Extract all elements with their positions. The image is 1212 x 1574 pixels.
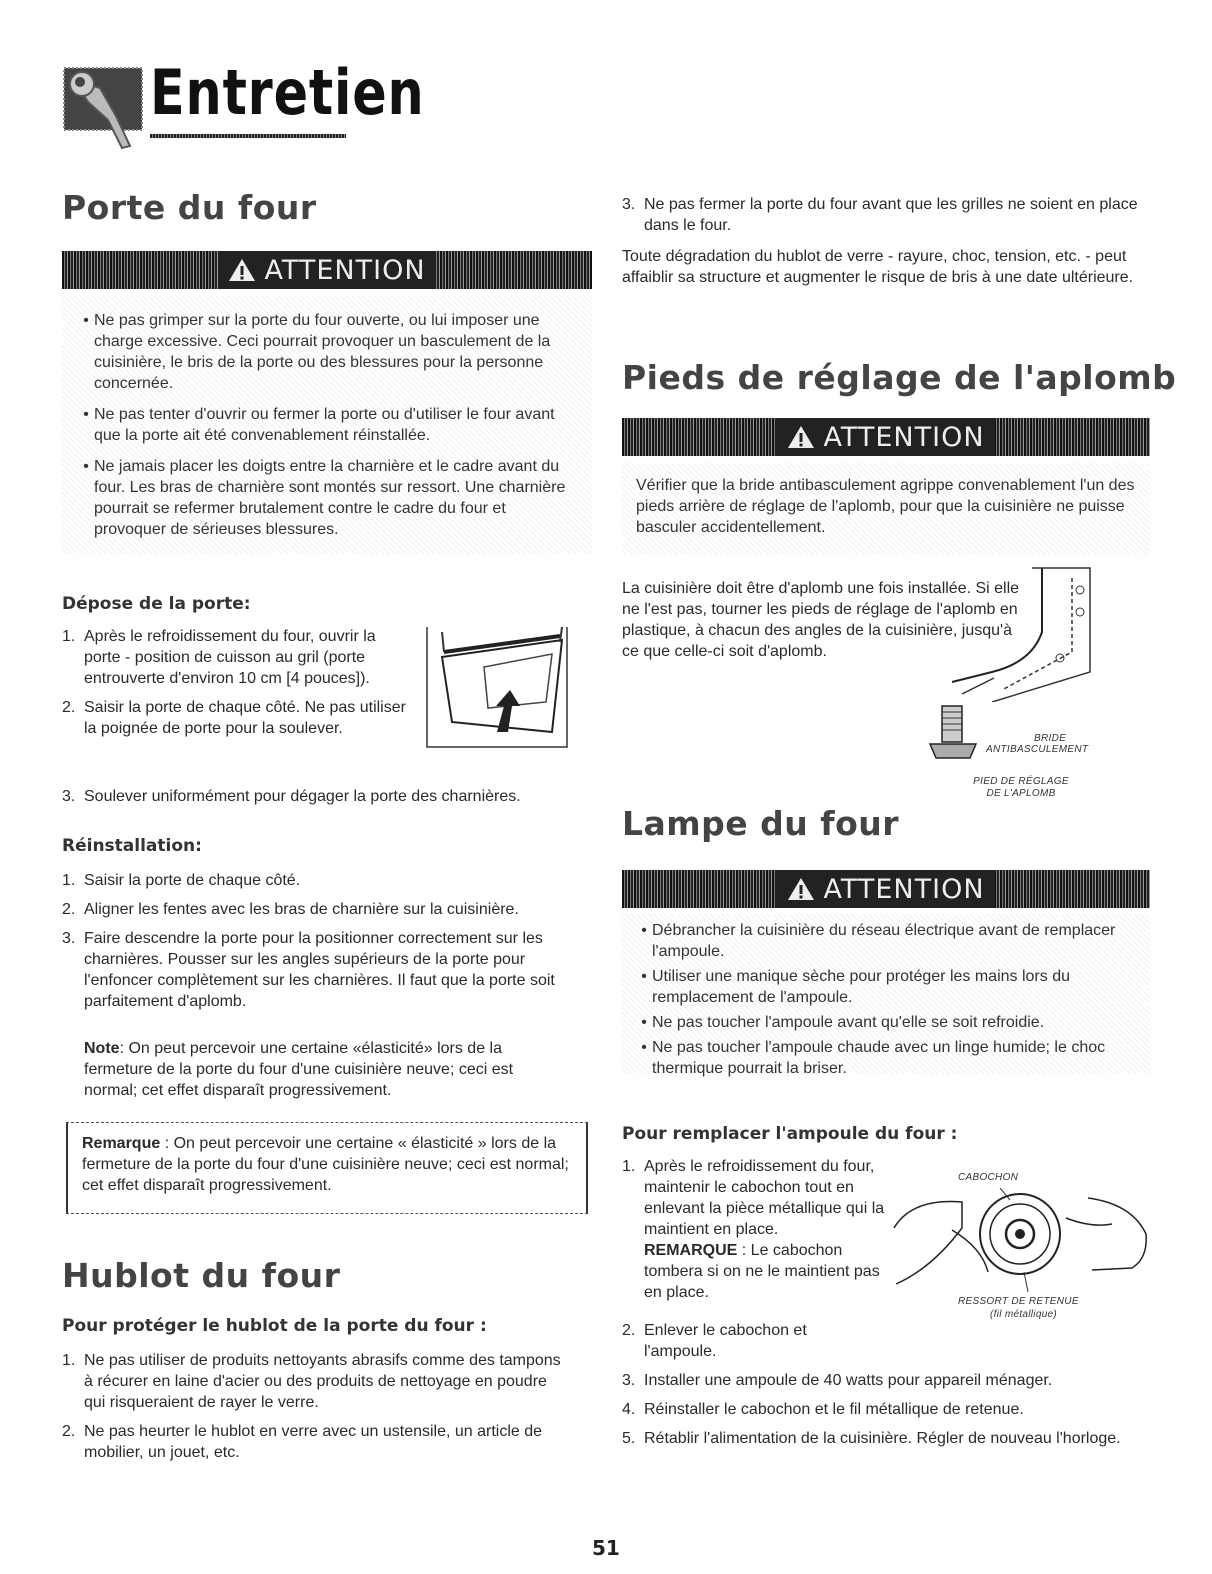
attention-banner-pieds bbox=[622, 418, 1150, 456]
header-logo bbox=[60, 60, 150, 150]
list-item: 1. Après le refroidissement du four, maintenir le cabochon tout en enlevant la pièce métallique qui la maintient en place. REMARQUE : Le cabochon tombera si on ne le maintient pas en place. bbox=[622, 1158, 885, 1301]
section-title-porte: Porte du four bbox=[62, 188, 317, 227]
bulb-replacement-illustration bbox=[892, 1188, 1148, 1294]
subtitle-depose: Dépose de la porte: bbox=[62, 594, 251, 614]
hublot-steps bbox=[62, 1350, 562, 1471]
warning-text: Débrancher la cuisinière du réseau électrique avant de remplacer l'ampoule. bbox=[652, 922, 1116, 960]
reinstallation-steps bbox=[62, 870, 562, 1020]
warning-text: Ne jamais placer les doigts entre la charnière et le cadre avant du four. Les bras de charnière sont montés sur ressort. Une charnière pourrait se refermer brutalement contre le cadre du four et provoquer de sérieuses blessures. bbox=[94, 458, 566, 538]
warning-text: Ne pas tenter d'ouvrir ou fermer la porte ou d'utiliser le four avant que la porte ait été convenablement réinstallée. bbox=[94, 406, 555, 444]
anti-tip-bracket-illustration bbox=[922, 562, 1102, 702]
warning-icon bbox=[228, 257, 256, 283]
header-rule bbox=[150, 134, 346, 138]
note-paragraph bbox=[84, 1038, 554, 1101]
warning-box-lampe bbox=[622, 914, 1150, 1077]
remarque-label: REMARQUE bbox=[644, 1242, 738, 1259]
header-title: Entretien bbox=[150, 56, 425, 129]
list-item: 5. Rétablir l'alimentation de la cuisinière. Régler de nouveau l'horloge. bbox=[622, 1430, 1121, 1447]
pieds-paragraph: La cuisinière doit être d'aplomb une fois installée. Si elle ne l'est pas, tourner les pieds de réglage de l'aplomb en plastique, à chacun des angles de la cuisinière, jusqu'à ce que celle-ci soit d'aplomb. bbox=[622, 580, 1020, 660]
section-title-pieds: Pieds de réglage de l'aplomb bbox=[622, 358, 1177, 397]
list-item: 3. Installer une ampoule de 40 watts pour appareil ménager. bbox=[622, 1372, 1053, 1389]
section-title-lampe: Lampe du four bbox=[622, 804, 900, 843]
subtitle-hublot: Pour protéger le hublot de la porte du four : bbox=[62, 1316, 487, 1336]
warning-text: Ne pas toucher l'ampoule avant qu'elle se soit refroidie. bbox=[652, 1014, 1045, 1031]
list-item: 3. Faire descendre la porte pour la positionner correctement sur les charnières. Pousser sur les angles supérieurs de la porte pour l'enfoncer complètement sur les charnières. Il faut que la porte soit parfaitement d'aplomb. bbox=[62, 930, 555, 1010]
list-item: 1. Ne pas utiliser de produits nettoyants abrasifs comme des tampons à récurer en laine d'acier ou des produits de nettoyage en poudre qui risqueraient de rayer le verre. bbox=[62, 1352, 561, 1411]
warning-icon bbox=[787, 424, 815, 450]
warning-item: • Ne pas toucher l'ampoule chaude avec un linge humide; le choc thermique pourrait la briser. bbox=[636, 1037, 1136, 1079]
subtitle-lampe: Pour remplacer l'ampoule du four : bbox=[622, 1124, 958, 1144]
attention-banner-lampe bbox=[622, 870, 1150, 908]
remarque-text: : On peut percevoir une certaine « élasticité » lors de la fermeture de la porte du four d'une cuisinière neuve; ceci est normal; cet effet disparaît progressivement. bbox=[82, 1135, 569, 1194]
wrench-icon bbox=[60, 60, 150, 150]
note-label: Note bbox=[84, 1040, 120, 1057]
remarque-box bbox=[66, 1122, 588, 1214]
label-bride: BRIDE bbox=[1034, 733, 1067, 744]
door-removal-illustration bbox=[422, 622, 572, 752]
warning-item: • Ne jamais placer les doigts entre la charnière et le cadre avant du four. Les bras de charnière sont montés sur ressort. Une charnière pourrait se refermer brutalement contre le cadre du four et provoquer de sérieuses blessures. bbox=[78, 456, 576, 540]
remarque-label: Remarque bbox=[82, 1135, 161, 1152]
attention-banner-porte bbox=[62, 251, 592, 289]
list-item: 2. Saisir la porte de chaque côté. Ne pas utiliser la poignée de porte pour la soulever. bbox=[62, 699, 406, 737]
lampe-steps bbox=[622, 1320, 1132, 1457]
warning-item: • Ne pas toucher l'ampoule avant qu'elle se soit refroidie. bbox=[641, 1014, 1045, 1031]
list-item: 3. Soulever uniformément pour dégager la porte des charnières. bbox=[62, 788, 521, 805]
list-item: 1. Après le refroidissement du four, ouvrir la porte - position de cuisson au gril (porte entrouverte d'environ 10 cm [4 pouces]). bbox=[62, 628, 376, 687]
attention-label: ATTENTION bbox=[823, 873, 985, 905]
warning-text: Utiliser une manique sèche pour protéger les mains lors du remplacement de l'ampoule. bbox=[652, 968, 1070, 1006]
list-item: 2. Enlever le cabochon et l'ampoule. bbox=[622, 1322, 807, 1360]
warning-text: Vérifier que la bride antibasculement agrippe convenablement l'un des pieds arrière de réglage de l'aplomb, pour que la cuisinière ne puisse basculer accidentellement. bbox=[636, 477, 1135, 536]
label-ressort: RESSORT DE RETENUE bbox=[958, 1296, 1079, 1307]
warning-item: • Débrancher la cuisinière du réseau électrique avant de remplacer l'ampoule. bbox=[636, 920, 1136, 962]
warning-item: • Utiliser une manique sèche pour protéger les mains lors du remplacement de l'ampoule. bbox=[636, 966, 1136, 1008]
warning-box-pieds bbox=[622, 463, 1150, 555]
warning-box-porte bbox=[62, 296, 592, 554]
attention-label: ATTENTION bbox=[264, 254, 426, 286]
list-item: 4. Réinstaller le cabochon et le fil métallique de retenue. bbox=[622, 1401, 1024, 1418]
warning-text: Ne pas grimper sur la porte du four ouverte, ou lui imposer une charge excessive. Ceci pourrait provoquer un basculement de la cuisinière, le bris de la porte ou des blessures pour la personne concernée. bbox=[94, 312, 551, 392]
section-title-hublot: Hublot du four bbox=[62, 1256, 341, 1295]
list-item: 3. Ne pas fermer la porte du four avant que les grilles ne soient en place dans le four. bbox=[622, 196, 1138, 234]
list-item: 2. Ne pas heurter le hublot en verre avec un ustensile, un article de mobilier, un jouet, etc. bbox=[62, 1423, 543, 1461]
warning-text: Ne pas toucher l'ampoule chaude avec un linge humide; le choc thermique pourrait la briser. bbox=[652, 1039, 1106, 1077]
hublot-paragraph: Toute dégradation du hublot de verre - rayure, choc, tension, etc. - peut affaiblir sa structure et augmenter le risque de bris à une date ultérieure. bbox=[622, 248, 1134, 286]
page-number: 51 bbox=[592, 1536, 620, 1560]
list-item: 1. Saisir la porte de chaque côté. bbox=[62, 872, 301, 889]
depose-steps bbox=[62, 626, 412, 747]
label-pied: PIED DE RÉGLAGE DE L'APLOMB bbox=[973, 776, 1069, 799]
label-fil: (fil métallique) bbox=[990, 1309, 1058, 1320]
label-cabochon: CABOCHON bbox=[958, 1172, 1019, 1183]
list-item: 2. Aligner les fentes avec les bras de charnière sur la cuisinière. bbox=[62, 901, 519, 918]
attention-label: ATTENTION bbox=[823, 421, 985, 453]
warning-icon bbox=[787, 876, 815, 902]
leveling-leg-illustration bbox=[924, 700, 984, 764]
note-text: : On peut percevoir une certaine «élasticité» lors de la fermeture de la porte du four d'une cuisinière neuve; ceci est normal; cet effet disparaît progressivement. bbox=[84, 1040, 514, 1099]
warning-item: • Ne pas grimper sur la porte du four ouverte, ou lui imposer une charge excessive. Ceci pourrait provoquer un basculement de la cuisinière, le bris de la porte ou des blessures pour la personne concernée. bbox=[78, 310, 576, 394]
label-antibasculement: ANTIBASCULEMENT bbox=[986, 744, 1089, 755]
warning-item: • Ne pas tenter d'ouvrir ou fermer la porte ou d'utiliser le four avant que la porte ait été convenablement réinstallée. bbox=[78, 404, 576, 446]
subtitle-reinstallation: Réinstallation: bbox=[62, 836, 202, 856]
